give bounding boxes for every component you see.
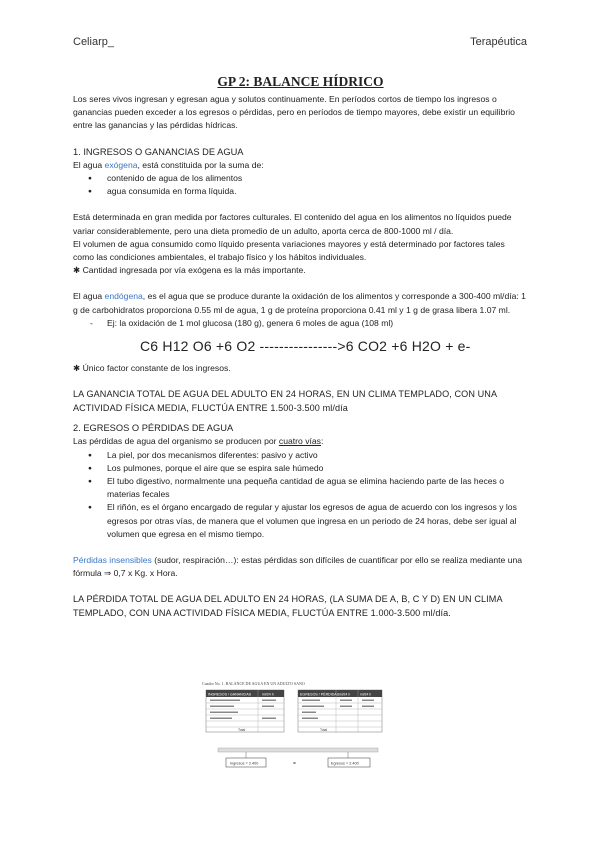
egresos-lead: [73, 435, 528, 448]
figure-caption: Cuadro No. 1. BALANCE DE AGUA EN UN ADULTO SANO: [202, 681, 305, 686]
left-table-total: Total: [238, 728, 246, 732]
section-2-heading: 2. EGRESOS O PÉRDIDAS DE AGUA: [73, 423, 234, 434]
section-1-heading: 1. INGRESOS O GANANCIAS DE AGUA: [73, 146, 244, 157]
total-intake-statement: LA GANANCIA TOTAL DE AGUA DEL ADULTO EN 24 HORAS, EN UN CLIMA TEMPLADO, CON UNA ACTIVIDAD FÍSICA MEDIA, FLUCTÚA ENTRE 1.500-3.500 ml/día: [73, 389, 497, 413]
right-table-total: Total: [320, 728, 328, 732]
example-line: - Ej: la oxidación de 1 mol glucosa (180 g), genera 6 moles de agua (108 ml): [73, 317, 528, 330]
endogena-post: , es el agua que se produce durante la oxidación de los alimentos y corresponde a 300-400 ml/día: 1 g de carbohidratos proporciona 0.55 ml de agua, 1 g de proteína proporciona 0.41 ml y 1 g de grasa libera 1.07 ml.: [73, 291, 526, 315]
egresos-list: [73, 449, 528, 541]
equals-sign: =: [293, 761, 296, 767]
insensible-post: (sudor, respiración…): estas pérdidas son difíciles de cuantificar por ello se realiza mediante una fórmula ⇒ 0,7 x Kg. x Hora.: [73, 555, 523, 579]
endogena-pre: El agua: [73, 291, 105, 302]
endogena-paragraph: [73, 290, 528, 316]
exogena-pre: El agua: [73, 159, 105, 170]
left-table-header-unit: ml/24 h: [262, 692, 274, 697]
list-item: ● El tubo digestivo, normalmente una pequeña cantidad de agua se elimina haciendo parte de las heces o materias fecales: [73, 475, 528, 501]
right-table-header: EGRESOS / PÉRDIDAS: [300, 692, 340, 697]
list-item: ● contenido de agua de los alimentos: [73, 172, 528, 185]
list-item: ● La piel, por dos mecanismos diferentes: pasivo y activo: [73, 449, 528, 462]
egresos-box-label: Egresos = 2.400: [331, 761, 359, 766]
header-left: Celiarp_: [73, 36, 114, 48]
total-loss-statement: LA PÉRDIDA TOTAL DE AGUA DEL ADULTO EN 24 HORAS, (LA SUMA DE A, B, C Y D) EN UN CLIMA TEMPLADO, CON UNA ACTIVIDAD FÍSICA MEDIA, FLUCTÚA ENTRE 1.000-3.500 ml/día.: [73, 594, 503, 618]
egresos-lead-pre: Las pérdidas de agua del organismo se producen por: [73, 436, 279, 447]
ingresos-box-label: Ingresos = 2.400: [230, 761, 259, 766]
header-right: Terapéutica: [470, 36, 527, 48]
document-body: [73, 74, 528, 620]
note-exogena: ✱ Cantidad ingresada por vía exógena es la más importante.: [73, 265, 306, 276]
page-title: GP 2: BALANCE HÍDRICO: [217, 74, 384, 89]
egresos-lead-post: :: [320, 436, 324, 447]
right-table-header-unit-2: ml/24 h: [360, 692, 372, 697]
left-table-header: INGRESOS / GANANCIAS: [208, 692, 252, 697]
intro-paragraph: Los seres vivos ingresan y egresan agua y solutos continuamente. En períodos cortos de tiempo los ingresos o ganancias pueden exceder a los egresos o pérdidas, pero en períodos de tiempo mayores, debe existir un equilibrio entre las ganancias y las pérdidas hídricas.: [73, 94, 515, 131]
paragraph-liquid-water: El volumen de agua consumido como líquido presenta variaciones mayores y está determinado por factores tales como las condiciones ambientales, el trabajo físico y los hábitos individuales.: [73, 238, 505, 263]
water-balance-table-image: [198, 678, 393, 798]
paragraph-food-water: Está determinada en gran medida por factores culturales. El contenido del agua en los alimentos no líquidos puede variar considerablemente, pero una dieta promedio de un adulto, aporta cerca de 800-1000 ml / día.: [73, 212, 512, 236]
note-endogena: ✱ Único factor constante de los ingresos.: [73, 363, 231, 374]
endogena-term: endógena: [104, 291, 143, 302]
insensible-term: Pérdidas insensibles: [73, 555, 152, 566]
insensible-paragraph: [73, 554, 528, 580]
oxidation-formula: C6 H12 O6 +6 O2 ---------------->6 CO2 +6 H2O + e-: [140, 338, 471, 355]
list-item: ● El riñón, es el órgano encargado de regular y ajustar los egresos de agua de acuerdo con los ingresos y los egresos por otras vías, de manera que el volumen que ingresa en un periodo de 24 horas, debe ser igual al volumen que egresa en el mismo tiempo.: [73, 501, 528, 541]
right-table-header-unit-1: ml/24 h: [339, 692, 351, 697]
cuatro-vias-term: cuatro vías: [278, 436, 321, 447]
exogena-line: [73, 159, 528, 172]
water-balance-figure: [198, 678, 393, 798]
list-item: ● agua consumida en forma líquida.: [73, 185, 528, 198]
exogena-list: [73, 172, 528, 198]
exogena-post: , está constituida por la suma de:: [137, 159, 264, 170]
list-item: ● Los pulmones, porque el aire que se espira sale húmedo: [73, 462, 528, 475]
exogena-term: exógena: [104, 159, 138, 170]
